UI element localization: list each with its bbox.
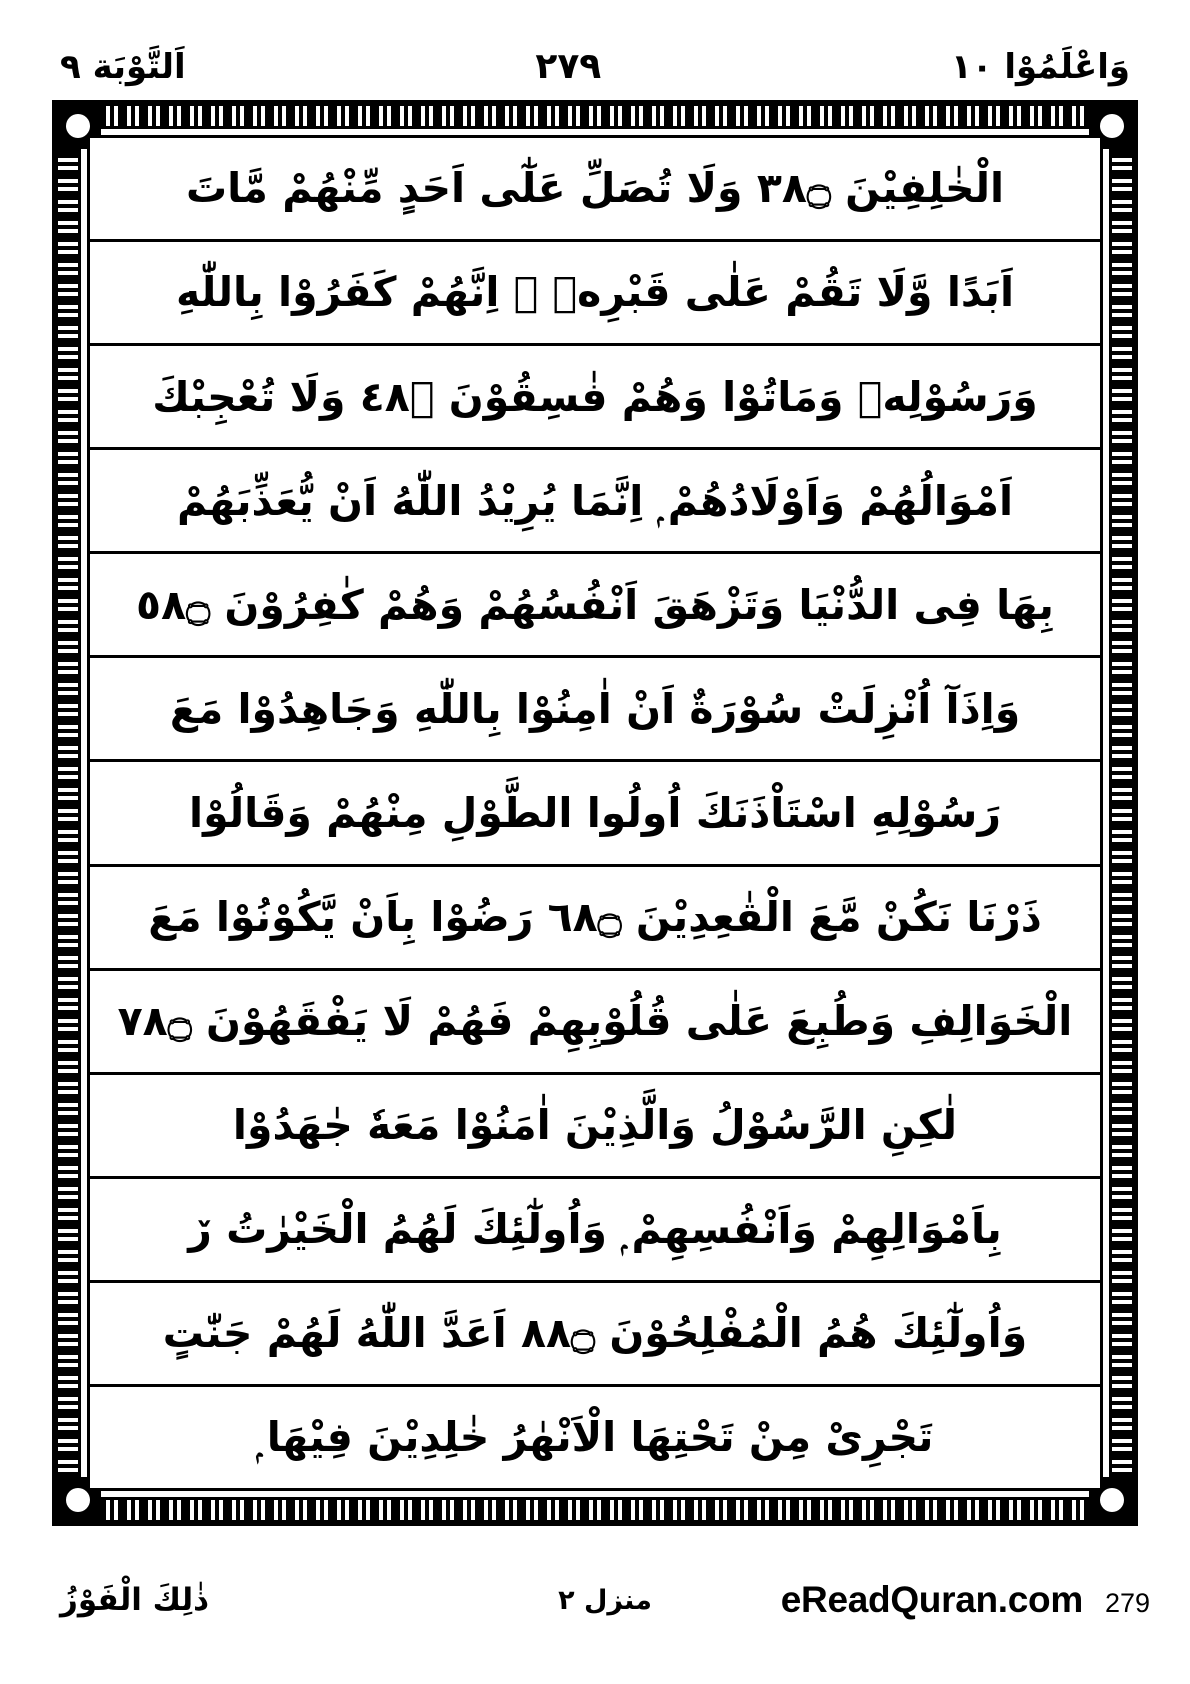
ayah-line-text: الْخَوَالِفِ وَطُبِعَ عَلٰى قُلُوْبِهِمْ فَهُمْ لَا يَفْقَهُوْنَ ۝٨٧	[117, 997, 1073, 1046]
footer-brand-group	[781, 1579, 1150, 1621]
page-footer	[60, 1570, 1150, 1630]
ayah-line	[90, 1075, 1100, 1179]
ayah-line	[90, 867, 1100, 971]
ayah-line	[90, 658, 1100, 762]
ayah-line-text: بِاَمْوَالِهِمْ وَاَنْفُسِهِمْ ۭ وَاُولٰٓئِكَ لَهُمُ الْخَيْرٰتُ ڒ	[188, 1205, 1002, 1254]
page-number-latin: 279	[1104, 1588, 1150, 1618]
footer-note-left: ذٰلِكَ الْفَوْزُ	[60, 1582, 210, 1618]
ayah-line-text: تَجْرِىْ مِنْ تَحْتِهَا الْاَنْهٰرُ خٰلِدِيْنَ فِيْهَا ۭ	[256, 1413, 934, 1462]
ayah-line	[90, 554, 1100, 658]
ayah-line	[90, 346, 1100, 450]
ayah-line-text: اَمْوَالُهُمْ وَاَوْلَادُهُمْ ۭ اِنَّمَا يُرِيْدُ اللّٰهُ اَنْ يُّعَذِّبَهُمْ	[176, 476, 1014, 525]
ayah-line	[90, 1179, 1100, 1283]
border-band-left	[55, 103, 81, 1523]
ayah-line	[90, 1283, 1100, 1387]
border-band-bottom	[55, 1497, 1135, 1523]
border-band-top	[55, 103, 1135, 129]
quran-text-block	[87, 135, 1103, 1491]
page-number-arabic: ٢٧٩	[535, 46, 602, 87]
ayah-line	[90, 450, 1100, 554]
ayah-line-text: وَاِذَآ اُنْزِلَتْ سُوْرَةٌ اَنْ اٰمِنُوْا بِاللّٰهِ وَجَاهِدُوْا مَعَ	[169, 684, 1021, 733]
manzil-label: منزل ٢	[558, 1584, 652, 1616]
ayah-line-text: رَسُوْلِهِ اسْتَاْذَنَكَ اُولُوا الطَّوْلِ مِنْهُمْ وَقَالُوْا	[189, 788, 1001, 837]
ayah-line	[90, 971, 1100, 1075]
site-brand[interactable]: eReadQuran.com	[780, 1579, 1083, 1620]
ayah-line-text: ذَرْنَا نَكُنْ مَّعَ الْقٰعِدِيْنَ ۝٨٦ رَضُوْا بِاَنْ يَّكُوْنُوْا مَعَ	[148, 892, 1042, 941]
ayah-line	[90, 138, 1100, 242]
border-band-right	[1109, 103, 1135, 1523]
ayah-line-text: لٰكِنِ الرَّسُوْلُ وَالَّذِيْنَ اٰمَنُوْا مَعَهٗ جٰهَدُوْا	[232, 1101, 958, 1150]
ayah-line-text: الْخٰلِفِيْنَ ۝٨٣ وَلَا تُصَلِّ عَلٰٓى اَحَدٍ مِّنْهُمْ مَّاتَ	[185, 164, 1005, 213]
surah-label: اَلتَّوْبَة ٩	[60, 47, 186, 87]
page-header	[60, 38, 1130, 96]
ayah-line-text: بِهَا فِى الدُّنْيَا وَتَزْهَقَ اَنْفُسُهُمْ وَهُمْ كٰفِرُوْنَ ۝٨٥	[136, 580, 1054, 629]
ayah-line	[90, 242, 1100, 346]
juz-label: وَاعْلَمُوْا ١٠	[950, 47, 1130, 87]
ornamental-border	[52, 100, 1138, 1526]
ayah-line	[90, 1387, 1100, 1488]
ayah-line-text: وَاُولٰٓئِكَ هُمُ الْمُفْلِحُوْنَ ۝٨٨ اَعَدَّ اللّٰهُ لَهُمْ جَنّٰتٍ	[162, 1309, 1028, 1358]
ayah-line	[90, 762, 1100, 866]
ayah-line-text: اَبَدًا وَّلَا تَقُمْ عَلٰى قَبْرِهٖ ۭ اِنَّهُمْ كَفَرُوْا بِاللّٰهِ	[175, 268, 1015, 317]
ayah-line-text: وَرَسُوْلِهٖ وَمَاتُوْا وَهُمْ فٰسِقُوْنَ ۝٨٤ وَلَا تُعْجِبْكَ	[152, 372, 1038, 421]
